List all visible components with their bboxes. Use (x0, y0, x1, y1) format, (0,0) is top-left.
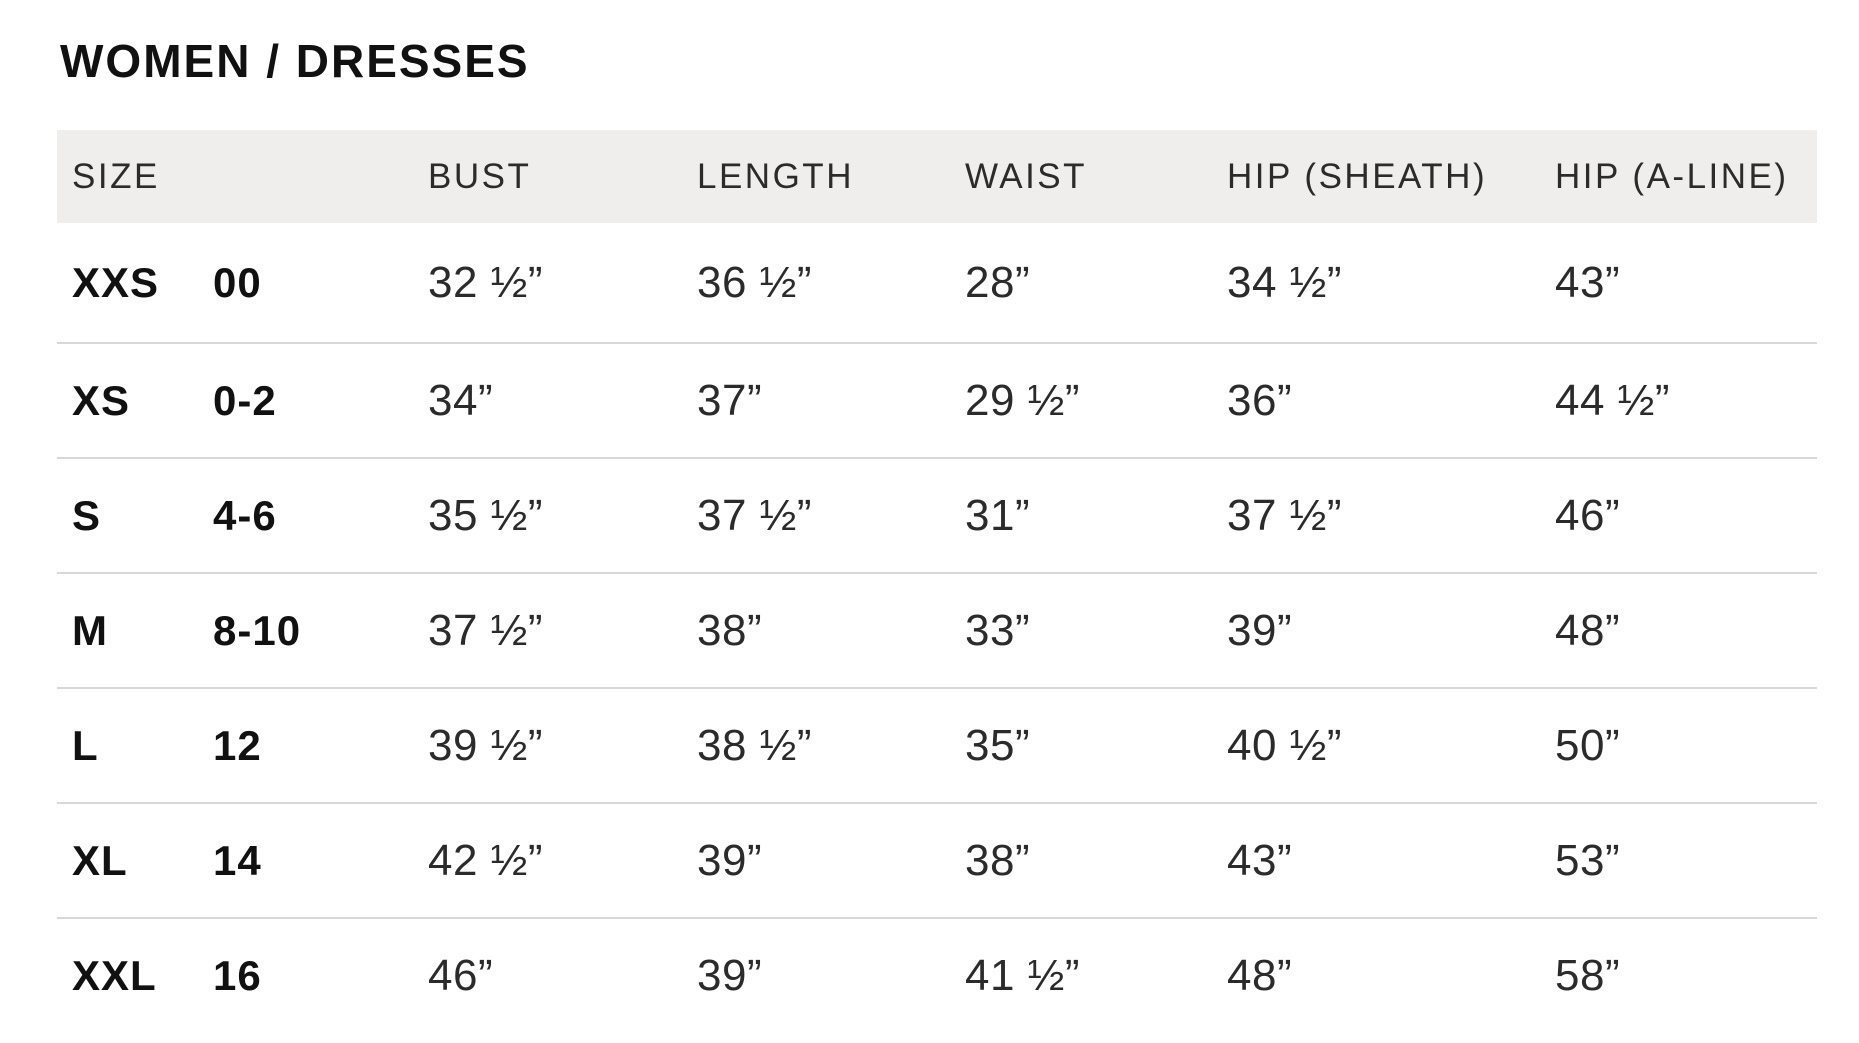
table-row-xxl (57, 917, 1817, 1032)
page-title: WOMEN / DRESSES (60, 35, 530, 87)
column-header-hip-sheath: HIP (SHEATH) (1227, 156, 1488, 196)
bust-value: 37 ½” (428, 605, 544, 655)
table-row-s (57, 457, 1817, 572)
size-number: 00 (213, 258, 262, 306)
size-label: XL (72, 836, 128, 884)
length-value: 39” (697, 950, 763, 1000)
size-label: S (72, 491, 102, 539)
hip-aline-value: 53” (1555, 835, 1621, 885)
table-row-xs (57, 342, 1817, 457)
column-header-size: SIZE (72, 156, 160, 196)
column-header-bust: BUST (428, 156, 532, 196)
hip-aline-value: 58” (1555, 950, 1621, 1000)
bust-value: 42 ½” (428, 835, 544, 885)
bust-value: 46” (428, 950, 494, 1000)
length-value: 36 ½” (697, 257, 813, 307)
length-value: 39” (697, 835, 763, 885)
size-number: 14 (213, 836, 262, 884)
column-header-waist: WAIST (965, 156, 1088, 196)
size-number: 12 (213, 721, 262, 769)
hip-sheath-value: 43” (1227, 835, 1293, 885)
size-number: 0-2 (213, 376, 277, 424)
table-row-m (57, 572, 1817, 687)
table-row-xl (57, 802, 1817, 917)
size-label: L (72, 721, 99, 769)
hip-sheath-value: 48” (1227, 950, 1293, 1000)
hip-aline-value: 50” (1555, 720, 1621, 770)
hip-aline-value: 44 ½” (1555, 375, 1671, 425)
hip-sheath-value: 36” (1227, 375, 1293, 425)
table-row-xxs (57, 223, 1817, 342)
bust-value: 34” (428, 375, 494, 425)
hip-aline-value: 43” (1555, 257, 1621, 307)
size-chart-table (57, 130, 1817, 1032)
column-header-hip-aline: HIP (A-LINE) (1555, 156, 1789, 196)
hip-sheath-value: 40 ½” (1227, 720, 1343, 770)
size-label: XXS (72, 258, 160, 306)
size-label: M (72, 606, 108, 654)
bust-value: 39 ½” (428, 720, 544, 770)
length-value: 38 ½” (697, 720, 813, 770)
size-number: 16 (213, 951, 262, 999)
length-value: 38” (697, 605, 763, 655)
waist-value: 28” (965, 257, 1031, 307)
length-value: 37 ½” (697, 490, 813, 540)
hip-aline-value: 48” (1555, 605, 1621, 655)
table-header-row (57, 130, 1817, 223)
hip-aline-value: 46” (1555, 490, 1621, 540)
size-number: 8-10 (213, 606, 302, 654)
bust-value: 35 ½” (428, 490, 544, 540)
waist-value: 41 ½” (965, 950, 1081, 1000)
waist-value: 35” (965, 720, 1031, 770)
waist-value: 31” (965, 490, 1031, 540)
waist-value: 33” (965, 605, 1031, 655)
size-label: XXL (72, 951, 157, 999)
column-header-length: LENGTH (697, 156, 854, 196)
length-value: 37” (697, 375, 763, 425)
table-row-l (57, 687, 1817, 802)
waist-value: 38” (965, 835, 1031, 885)
hip-sheath-value: 34 ½” (1227, 257, 1343, 307)
hip-sheath-value: 37 ½” (1227, 490, 1343, 540)
waist-value: 29 ½” (965, 375, 1081, 425)
hip-sheath-value: 39” (1227, 605, 1293, 655)
size-number: 4-6 (213, 491, 277, 539)
size-label: XS (72, 376, 131, 424)
bust-value: 32 ½” (428, 257, 544, 307)
